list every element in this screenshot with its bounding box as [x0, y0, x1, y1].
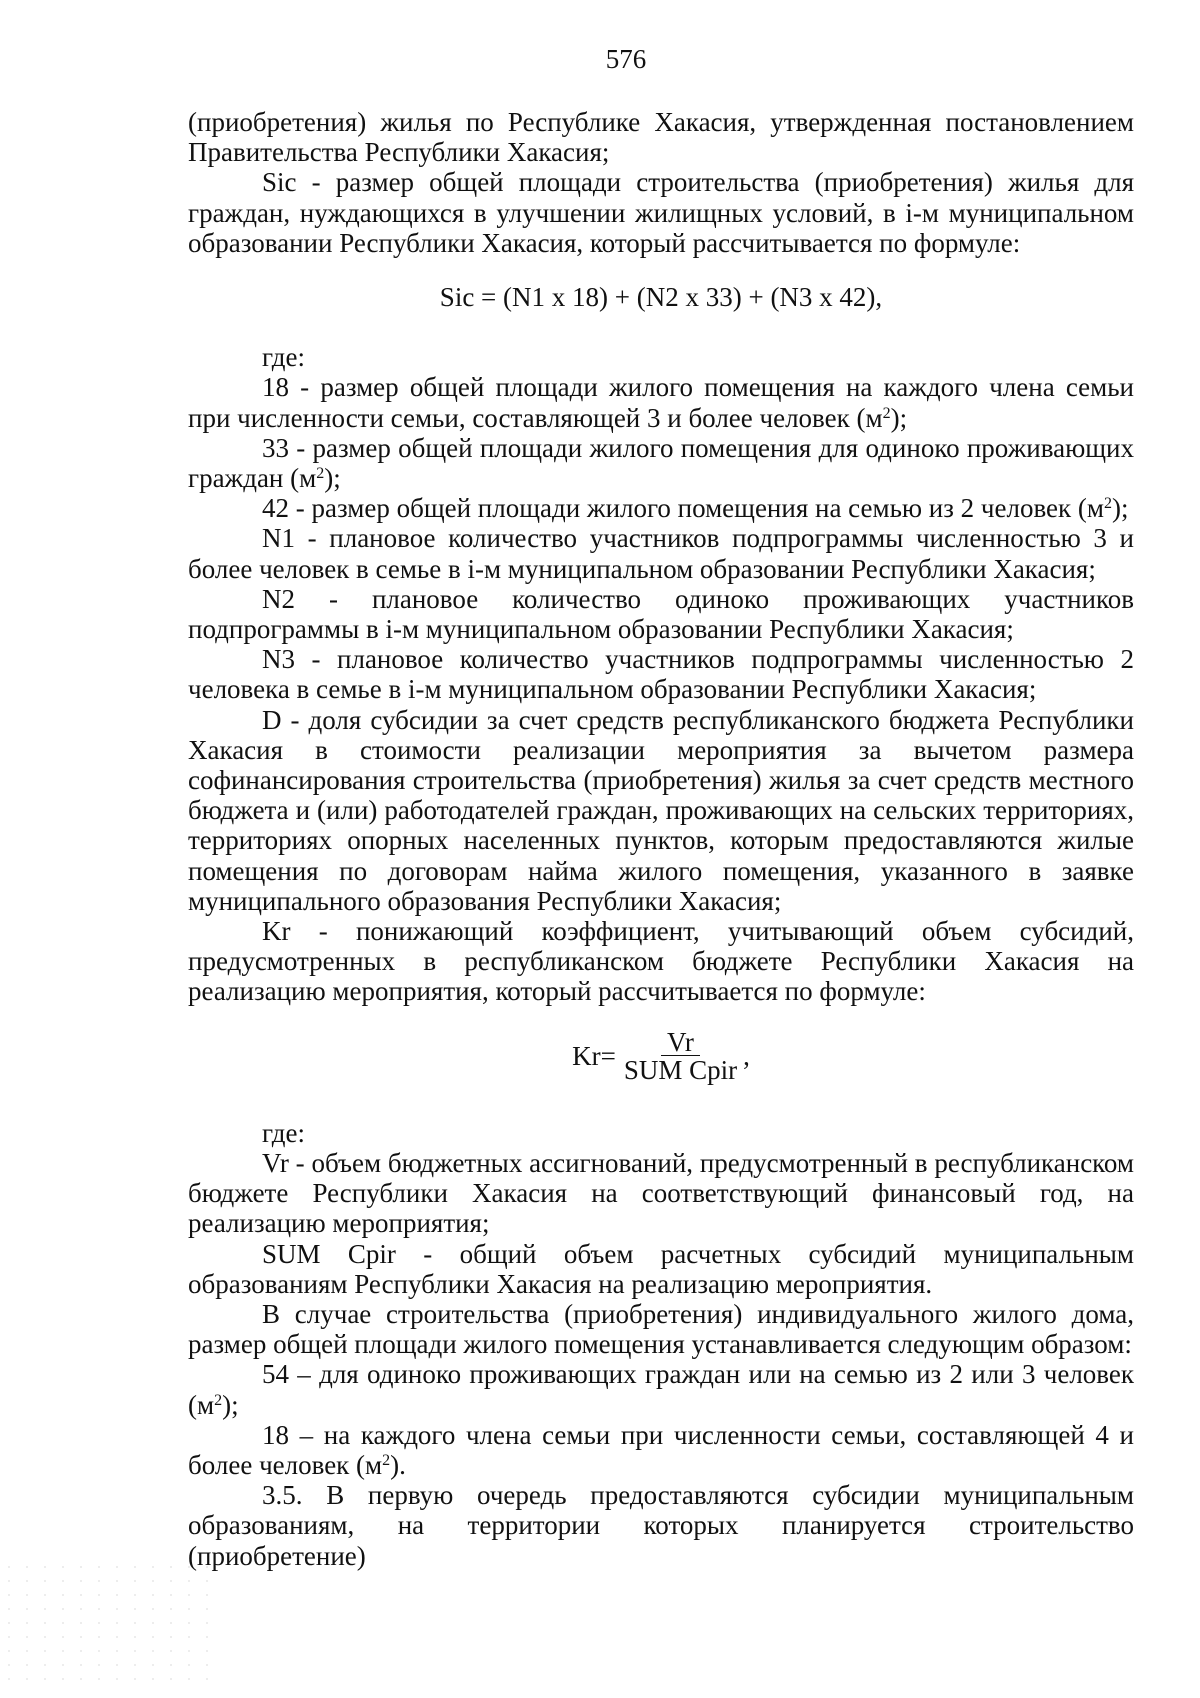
paragraph: (приобретения) жилья по Республике Хакасия, утвержденная постановлением Правительства Республики Хакасия; — [188, 107, 1134, 168]
frac-tail: , — [743, 1041, 750, 1072]
where-label: где: — [262, 1117, 305, 1148]
page-number: 576 — [605, 44, 647, 74]
definition-vr: Vr - объем бюджетных ассигнований, предусмотренный в республиканском бюджете Республики Хакасия на соответствующий финансовый год, на реализацию мероприятия; — [188, 1147, 1134, 1239]
definition-42: 42 - размер общей площади жилого помещения на семью из 2 человек $(м^2)$; — [262, 493, 1129, 524]
formula-sic: Sic = (N1 x 18) + (N2 x 33) + (N3 x 42), — [439, 282, 883, 313]
paragraph-case: В случае строительства (приобретения) индивидуального жилого дома, размер общей площади жилого помещения устанавливается следующим образом: — [188, 1298, 1134, 1360]
frac-lhs: Kr= — [572, 1041, 616, 1072]
document-body — [188, 107, 1134, 1571]
where-label: где: — [262, 342, 305, 373]
definition-kr: Kr - понижающий коэффициент, учитывающий объем субсидий, предусмотренных в республиканском бюджете Республики Хакасия на реализацию мероприятия, который рассчитывается по формуле: — [188, 916, 1134, 1007]
definition-18b: 18 – на каждого члена семьи при численности семьи, составляющей 4 и более человек $(м^2)$. — [188, 1419, 1134, 1480]
definition-d: D - доля субсидии за счет средств республиканского бюджета Республики Хакасия в стоимости реализации мероприятия за вычетом размера софинансирования строительства (приобретения) жилья за счет средств местного бюджета и (или) работодателей граждан, проживающих на сельских территориях, территориях опорных населенных пунктов, которым предоставляются жилые помещения по договорам найма жилого помещения, указанного в заявке муниципального образования Республики Хакасия; — [188, 704, 1134, 916]
paragraph: Sic - размер общей площади строительства (приобретения) жилья для граждан, нуждающихся в улучшении жилищных условий, в i-м муниципальном образовании Республики Хакасия, который рассчитывается по формуле: — [188, 167, 1134, 258]
definition-33: 33 - размер общей площади жилого помещения для одиноко проживающих граждан $(м^2)$; — [188, 432, 1134, 494]
definition-n3: N3 - плановое количество участников подпрограммы численностью 2 человека в семье в i-м муниципальном образовании Республики Хакасия; — [188, 644, 1134, 705]
scan-noise — [0, 1560, 210, 1690]
definition-n1: N1 - плановое количество участников подпрограммы численностью 3 и более человек в семье в i-м муниципальном образовании Республики Хакасия; — [188, 523, 1134, 584]
definition-sum: SUM Cpir - общий объем расчетных субсидий муниципальным образованиям Республики Хакасия на реализацию мероприятия. — [188, 1238, 1134, 1299]
frac-numerator: Vr — [661, 1029, 700, 1056]
definition-18: 18 - размер общей площади жилого помещения на каждого члена семьи при численности семьи, составляющей 3 и более человек $(м^2)$; — [188, 372, 1134, 433]
definition-54: 54 – для одиноко проживающих граждан или на семью из 2 или 3 человек $(м^2)$; — [188, 1359, 1134, 1420]
definition-n2: N2 - плановое количество одиноко проживающих участников подпрограммы в i-м муниципальном образовании Республики Хакасия; — [188, 583, 1134, 645]
paragraph-3-5: 3.5. В первую очередь предоставляются субсидии муниципальным образованиям, на территории которых планируется строительство (приобретение) — [188, 1480, 1134, 1571]
frac-denominator: SUM Cpir — [623, 1054, 738, 1085]
formula-kr — [188, 1026, 1134, 1085]
